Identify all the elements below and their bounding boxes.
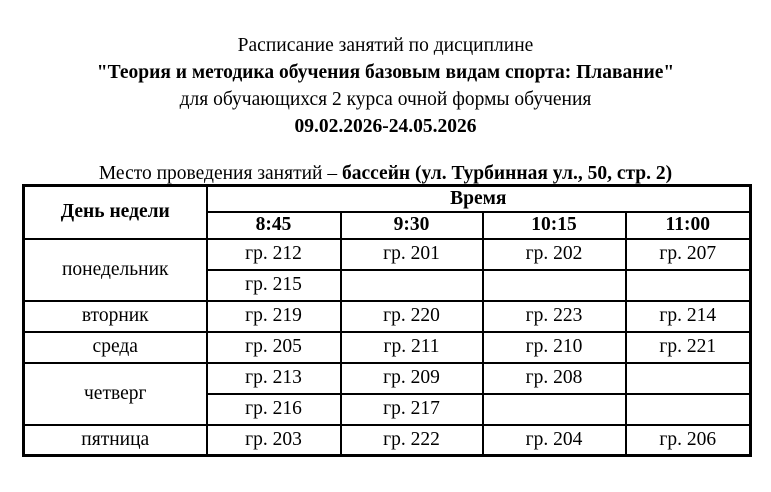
group-cell-monday-1-1100: гр. 207 — [626, 239, 751, 270]
group-cell-monday-2-1100 — [626, 270, 751, 301]
group-cell-thursday-1-1015: гр. 208 — [483, 363, 626, 394]
time-group-header: Время — [207, 186, 751, 212]
time-column-header-1100: 11:00 — [626, 212, 751, 239]
group-cell-tuesday-1100: гр. 214 — [626, 301, 751, 332]
title-line-date-range: 09.02.2026-24.05.2026 — [294, 116, 477, 137]
title-line-discipline-intro: Расписание занятий по дисциплине — [237, 35, 534, 56]
day-cell-thursday: четверг — [24, 363, 207, 425]
document-header — [0, 0, 771, 140]
group-cell-thursday-2-1015 — [483, 394, 626, 425]
table-row-friday — [24, 425, 751, 456]
group-cell-friday-1100: гр. 206 — [626, 425, 751, 456]
table-row-thursday-1 — [24, 363, 751, 394]
group-cell-wednesday-930: гр. 211 — [341, 332, 483, 363]
time-column-header-1015: 10:15 — [483, 212, 626, 239]
day-cell-friday: пятница — [24, 425, 207, 456]
group-cell-friday-845: гр. 203 — [207, 425, 341, 456]
table-row-wednesday — [24, 332, 751, 363]
day-cell-tuesday: вторник — [24, 301, 207, 332]
group-cell-thursday-1-930: гр. 209 — [341, 363, 483, 394]
group-cell-thursday-1-845: гр. 213 — [207, 363, 341, 394]
group-cell-tuesday-845: гр. 219 — [207, 301, 341, 332]
group-cell-thursday-1-1100 — [626, 363, 751, 394]
location-value: бассейн (ул. Турбинная ул., 50, стр. 2) — [341, 163, 673, 184]
group-cell-monday-2-1015 — [483, 270, 626, 301]
group-cell-wednesday-845: гр. 205 — [207, 332, 341, 363]
group-cell-thursday-2-845: гр. 216 — [207, 394, 341, 425]
group-cell-wednesday-1015: гр. 210 — [483, 332, 626, 363]
group-cell-monday-1-930: гр. 201 — [341, 239, 483, 270]
group-cell-friday-1015: гр. 204 — [483, 425, 626, 456]
group-cell-friday-930: гр. 222 — [341, 425, 483, 456]
group-cell-tuesday-1015: гр. 223 — [483, 301, 626, 332]
group-cell-monday-1-845: гр. 212 — [207, 239, 341, 270]
group-cell-wednesday-1100: гр. 221 — [626, 332, 751, 363]
time-column-header-930: 9:30 — [341, 212, 483, 239]
header-row-group — [24, 186, 751, 212]
title-line-audience: для обучающихся 2 курса очной формы обучения — [179, 89, 592, 110]
table-row-monday-1 — [24, 239, 751, 270]
day-cell-monday: понедельник — [24, 239, 207, 301]
group-cell-thursday-2-1100 — [626, 394, 751, 425]
table-row-tuesday — [24, 301, 751, 332]
day-cell-wednesday: среда — [24, 332, 207, 363]
group-cell-monday-1-1015: гр. 202 — [483, 239, 626, 270]
group-cell-thursday-2-930: гр. 217 — [341, 394, 483, 425]
location-prefix: Место проведения занятий – — [98, 163, 342, 184]
day-column-header: День недели — [24, 186, 207, 239]
title-line-discipline-name: "Теория и методика обучения базовым видам спорта: Плавание" — [96, 62, 675, 83]
group-cell-monday-2-930 — [341, 270, 483, 301]
time-column-header-845: 8:45 — [207, 212, 341, 239]
group-cell-tuesday-930: гр. 220 — [341, 301, 483, 332]
location-line — [0, 163, 771, 184]
group-cell-monday-2-845: гр. 215 — [207, 270, 341, 301]
schedule-table — [22, 184, 752, 457]
